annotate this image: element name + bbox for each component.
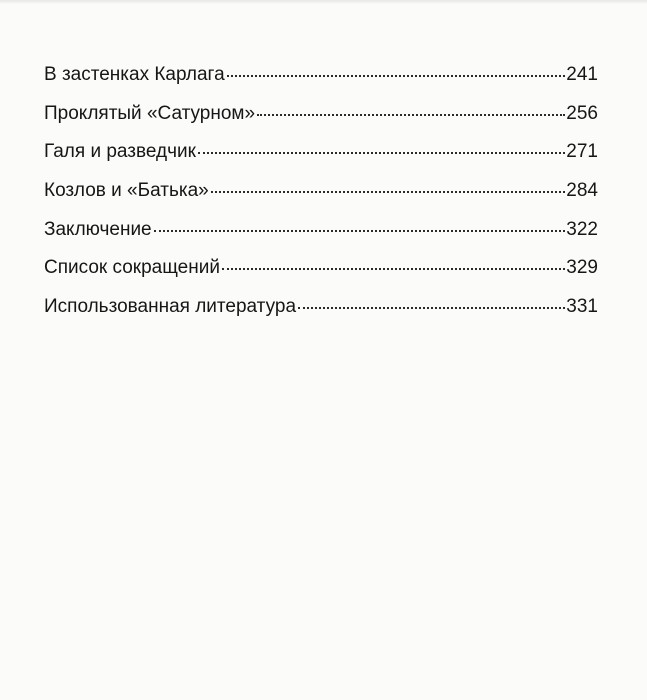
toc-dot-leader [154,230,566,232]
toc-entry [44,219,598,258]
toc-entry-title: Галя и разведчик [44,141,196,163]
toc-dot-leader [298,307,565,309]
toc-dot-leader [222,268,565,270]
toc-entry-page: 331 [566,296,598,318]
table-of-contents [44,64,598,335]
toc-dot-leader [227,75,566,77]
page-edge [0,0,647,4]
toc-entry-page: 241 [566,64,598,85]
toc-entry-title: Заключение [44,218,152,240]
toc-entry [44,141,598,180]
toc-entry-page: 284 [566,180,598,202]
toc-entry-page: 322 [566,218,598,240]
toc-entry-title: Козлов и «Батька» [44,180,209,202]
toc-entry-title: Список сокращений [44,257,220,279]
toc-entry-page: 329 [566,257,598,279]
toc-entry [44,257,598,296]
toc-entry-page: 271 [566,141,598,163]
toc-dot-leader [198,152,565,154]
toc-entry [44,64,598,103]
toc-dot-leader [257,114,565,116]
toc-entry-title: Использованная литература [44,296,297,318]
toc-entry [44,103,598,142]
toc-entry-title: В застенках Карлага [44,64,225,85]
toc-entry-page: 256 [566,102,598,124]
toc-entry-title: Проклятый «Сатурном» [44,102,256,124]
toc-entry [44,180,598,219]
toc-entry [44,296,598,335]
toc-dot-leader [211,191,566,193]
